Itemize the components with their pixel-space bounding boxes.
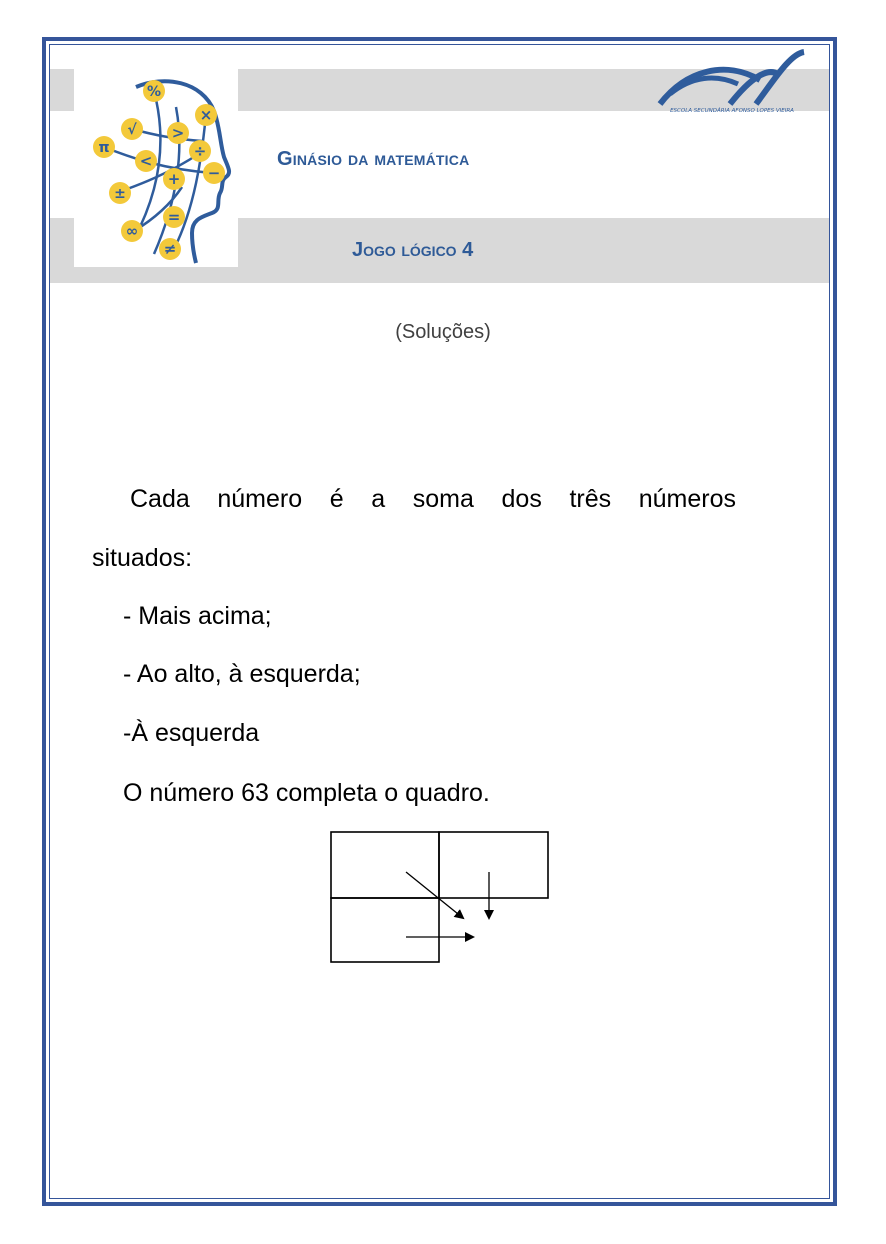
page-subtitle: Jogo lógico 4 (352, 239, 474, 261)
svg-text:−: − (207, 164, 221, 182)
school-logo-icon (656, 46, 806, 114)
solutions-label: (Soluções) (395, 321, 491, 343)
grid-diagram (328, 830, 552, 966)
conclusion-text: O número 63 completa o quadro. (123, 779, 490, 807)
grid-cell-top-right (439, 832, 548, 898)
math-head-logo-icon (74, 69, 238, 267)
list-item: - Mais acima; (123, 602, 272, 630)
svg-text:=: = (167, 208, 181, 226)
svg-text:×: × (199, 106, 213, 124)
svg-text:>: > (171, 124, 185, 142)
list-item: -À esquerda (123, 719, 260, 747)
arrow-diagonal-icon (406, 872, 463, 918)
paragraph-line-1: Cada número é a soma dos três números (130, 485, 736, 513)
svg-text:π: π (98, 140, 110, 156)
page-title: Ginásio da matemática (277, 148, 470, 170)
svg-text:∞: ∞ (125, 222, 139, 240)
paragraph-line-2: situados: (92, 544, 193, 572)
svg-text:%: % (146, 84, 162, 100)
svg-text:<: < (139, 152, 153, 170)
grid-cell-bottom-left (331, 898, 439, 962)
school-logo-text: ESCOLA SECUNDÁRIA AFONSO LOPES VIEIRA (670, 108, 794, 114)
list-item: - Ao alto, à esquerda; (123, 660, 361, 688)
grid-cell-top-left (331, 832, 439, 898)
svg-text:√: √ (127, 122, 137, 138)
svg-text:±: ± (114, 186, 126, 202)
svg-text:+: + (167, 170, 181, 188)
svg-text:≠: ≠ (163, 240, 177, 258)
svg-text:÷: ÷ (193, 142, 207, 160)
